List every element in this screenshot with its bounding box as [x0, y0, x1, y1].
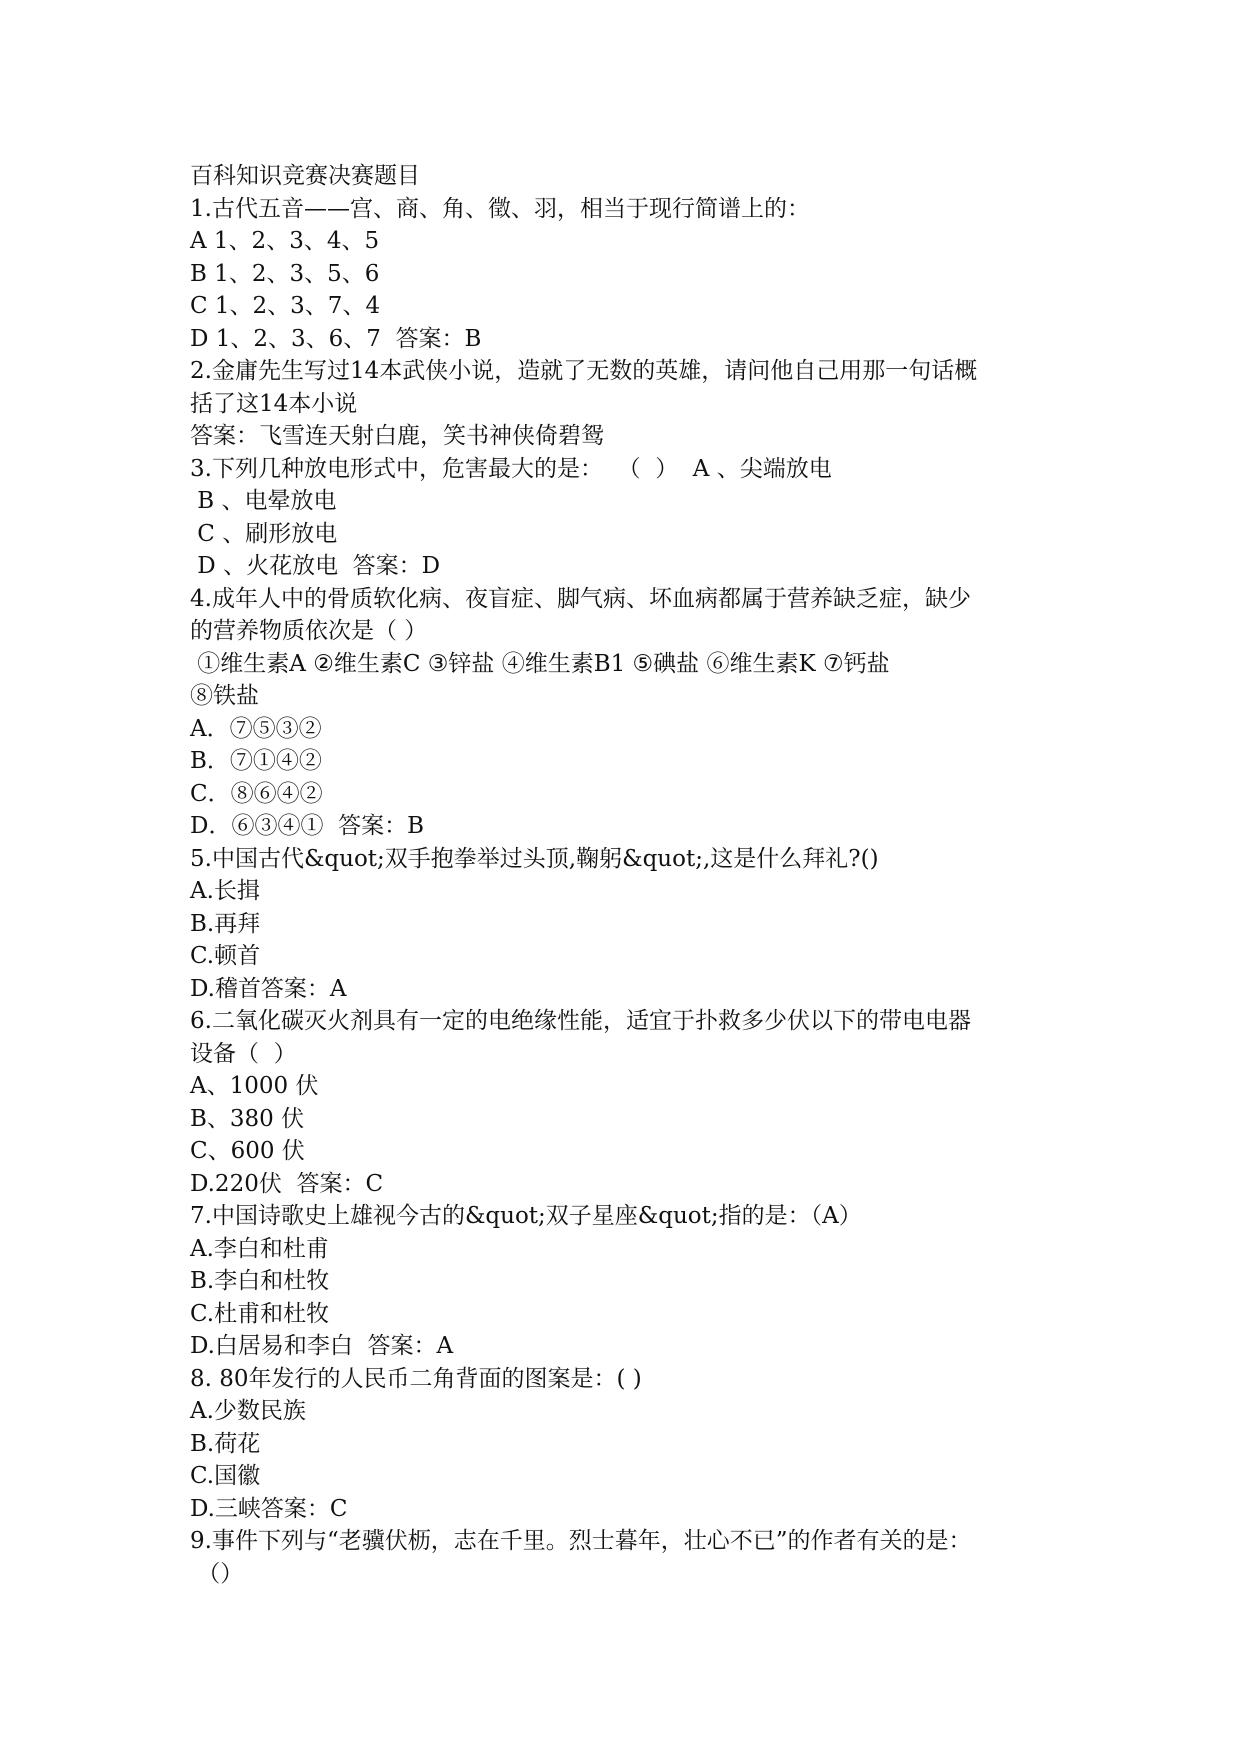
- text-line: C 1、2、3、7、4: [190, 293, 381, 319]
- text-line: C、600 伏: [190, 1138, 305, 1164]
- text-line: C.国徽: [190, 1463, 261, 1489]
- text-line: B 、电晕放电: [190, 488, 337, 514]
- text-line: 设备（ ）: [190, 1040, 297, 1067]
- text-line: （）: [190, 1560, 244, 1587]
- text-line: D.白居易和李白 答案：A: [190, 1333, 454, 1359]
- text-line: D.稽首答案：A: [190, 975, 347, 1002]
- text-line: 7.中国诗歌史上雄视今古的&quot;双子星座&quot;指的是：（A）: [190, 1203, 862, 1229]
- text-line: 的营养物质依次是（ ）: [190, 618, 428, 644]
- text-line: B.再拜: [190, 910, 261, 937]
- text-line: A.少数民族: [190, 1398, 306, 1424]
- text-line: 1.古代五音——宫、商、角、徵、羽，相当于现行简谱上的：: [190, 195, 810, 222]
- text-line: D.三峡答案：C: [190, 1495, 348, 1522]
- text-line: B．⑦①④②: [190, 748, 322, 774]
- text-line: D.220伏 答案：C: [190, 1170, 384, 1197]
- text-line: A 1、2、3、4、5: [190, 228, 380, 254]
- text-line: D．⑥③④① 答案：B: [190, 813, 424, 839]
- text-line: B、380 伏: [190, 1105, 305, 1132]
- text-line: A.长揖: [190, 878, 260, 904]
- text-line: 4.成年人中的骨质软化病、夜盲症、脚气病、坏血病都属于营养缺乏症，缺少: [190, 585, 971, 612]
- text-line: B.荷花: [190, 1430, 261, 1457]
- text-line: D 1、2、3、6、7 答案：B: [190, 325, 482, 352]
- text-line: B 1、2、3、5、6: [190, 260, 380, 287]
- text-line: C.杜甫和杜牧: [190, 1300, 330, 1327]
- text-line: 8. 80年发行的人民币二角背面的图案是：( ): [190, 1365, 642, 1392]
- text-line: 2.金庸先生写过14本武侠小说，造就了无数的英雄，请问他自己用那一句话概: [190, 358, 978, 384]
- text-line: C 、刷形放电: [190, 520, 338, 547]
- text-line: A.李白和杜甫: [190, 1235, 329, 1262]
- text-line: D 、火花放电 答案：D: [190, 553, 441, 579]
- text-line: 5.中国古代&quot;双手抱拳举过头顶,鞠躬&quot;,这是什么拜礼?(): [190, 845, 879, 872]
- document-body: [190, 160, 1070, 1590]
- text-line: A、1000 伏: [190, 1073, 319, 1099]
- text-line: 9.事件下列与“老骥伏枥，志在千里。烈士暮年，壮心不已”的作者有关的是：: [190, 1528, 972, 1554]
- text-line: B.李白和杜牧: [190, 1268, 330, 1294]
- text-line: C.顿首: [190, 943, 261, 969]
- text-line: 答案：飞雪连天射白鹿，笑书神侠倚碧鸳: [190, 423, 604, 449]
- text-line: 6.二氧化碳灭火剂具有一定的电绝缘性能，适宜于扑救多少伏以下的带电电器: [190, 1008, 971, 1034]
- document-title: 百科知识竞赛决赛题目: [190, 163, 420, 189]
- text-line: C．⑧⑥④②: [190, 780, 323, 807]
- text-line: 3.下列几种放电形式中，危害最大的是： （ ） A 、尖端放电: [190, 455, 832, 482]
- text-line: ⑧铁盐: [190, 683, 259, 709]
- text-line: A．⑦⑤③②: [190, 715, 322, 742]
- text-line: ①维生素A ②维生素C ③锌盐 ④维生素B1 ⑤碘盐 ⑥维生素K ⑦钙盐: [190, 650, 890, 677]
- question-lines: [190, 193, 1070, 1591]
- text-line: 括了这14本小说: [190, 390, 358, 417]
